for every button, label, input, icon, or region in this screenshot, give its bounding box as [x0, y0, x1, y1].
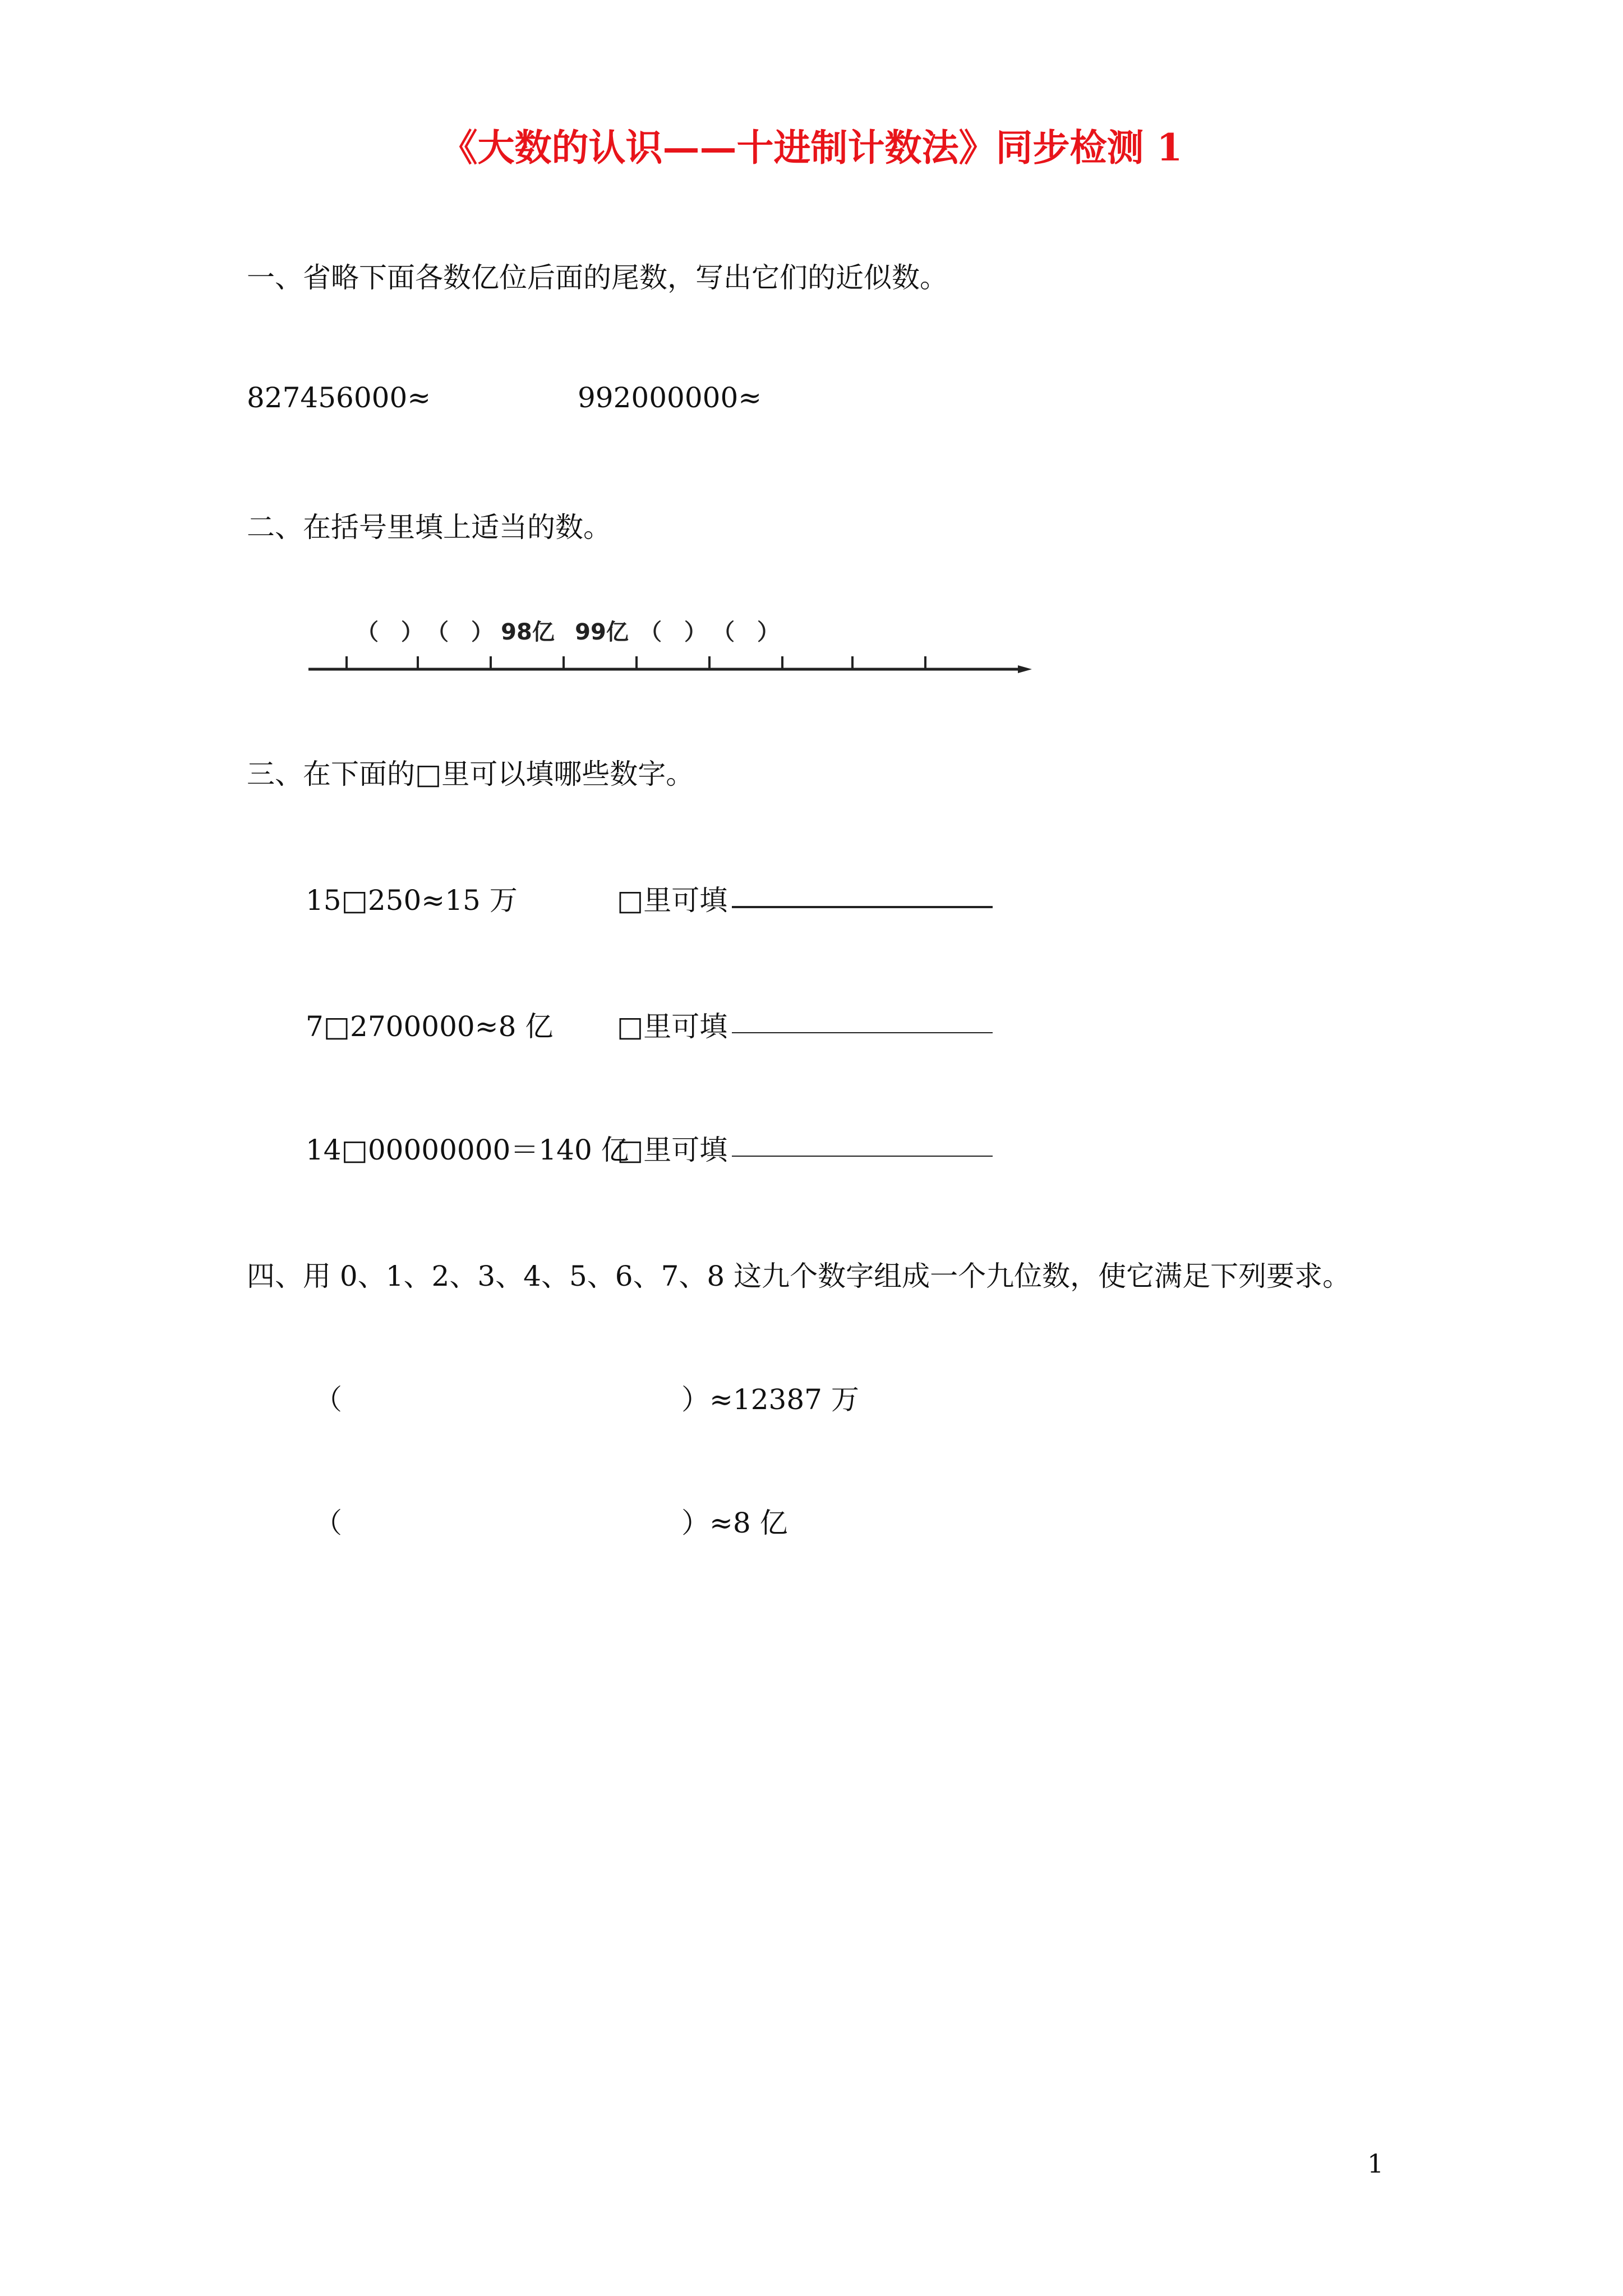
answer-blank-3[interactable] — [732, 1156, 993, 1157]
number-line-label-98: 98亿 — [501, 619, 555, 645]
approx-item-1: 827456000≈ — [247, 381, 431, 414]
section2-heading: 二、在括号里填上适当的数。 — [247, 511, 611, 544]
paren-open-2: （ — [314, 1507, 342, 1539]
number-line-label-99: 99亿 — [575, 619, 629, 645]
page-number: 1 — [1367, 2148, 1384, 2179]
answer-blank-2[interactable] — [732, 1032, 993, 1033]
number-line — [306, 606, 1035, 684]
page-title: 《大数的认识——十进制计数法》同步检测 1 — [440, 126, 1183, 169]
paren-close-2: ）≈8 亿 — [681, 1507, 788, 1539]
number-line-blank-2: （ ） — [426, 619, 494, 645]
number-line-blank-3: （ ） — [639, 619, 707, 645]
digit-fill-label-3: □里可填 — [617, 1134, 728, 1166]
approx-item-2: 992000000≈ — [578, 381, 762, 414]
section1-heading: 一、省略下面各数亿位后面的尾数，写出它们的近似数。 — [247, 261, 948, 294]
number-line-blank-4: （ ） — [712, 619, 780, 645]
section4-heading: 四、用 0、1、2、3、4、5、6、7、8 这九个数字组成一个九位数，使它满足下列要求。 — [247, 1260, 1351, 1292]
number-line-blank-1: （ ） — [356, 619, 423, 645]
paren-open-1: （ — [314, 1383, 342, 1416]
answer-blank-1[interactable] — [732, 906, 993, 908]
digit-expr-2: 7□2700000≈8 亿 — [306, 1010, 554, 1043]
paren-close-1: ）≈12387 万 — [681, 1383, 859, 1416]
digit-expr-1: 15□250≈15 万 — [306, 884, 518, 917]
number-line-arrow — [1018, 665, 1032, 673]
digit-fill-label-2: □里可填 — [617, 1010, 728, 1043]
digit-expr-3: 14□00000000＝140 亿 — [306, 1134, 629, 1166]
section3-heading: 三、在下面的□里可以填哪些数字。 — [247, 758, 694, 790]
digit-fill-label-1: □里可填 — [617, 884, 728, 917]
